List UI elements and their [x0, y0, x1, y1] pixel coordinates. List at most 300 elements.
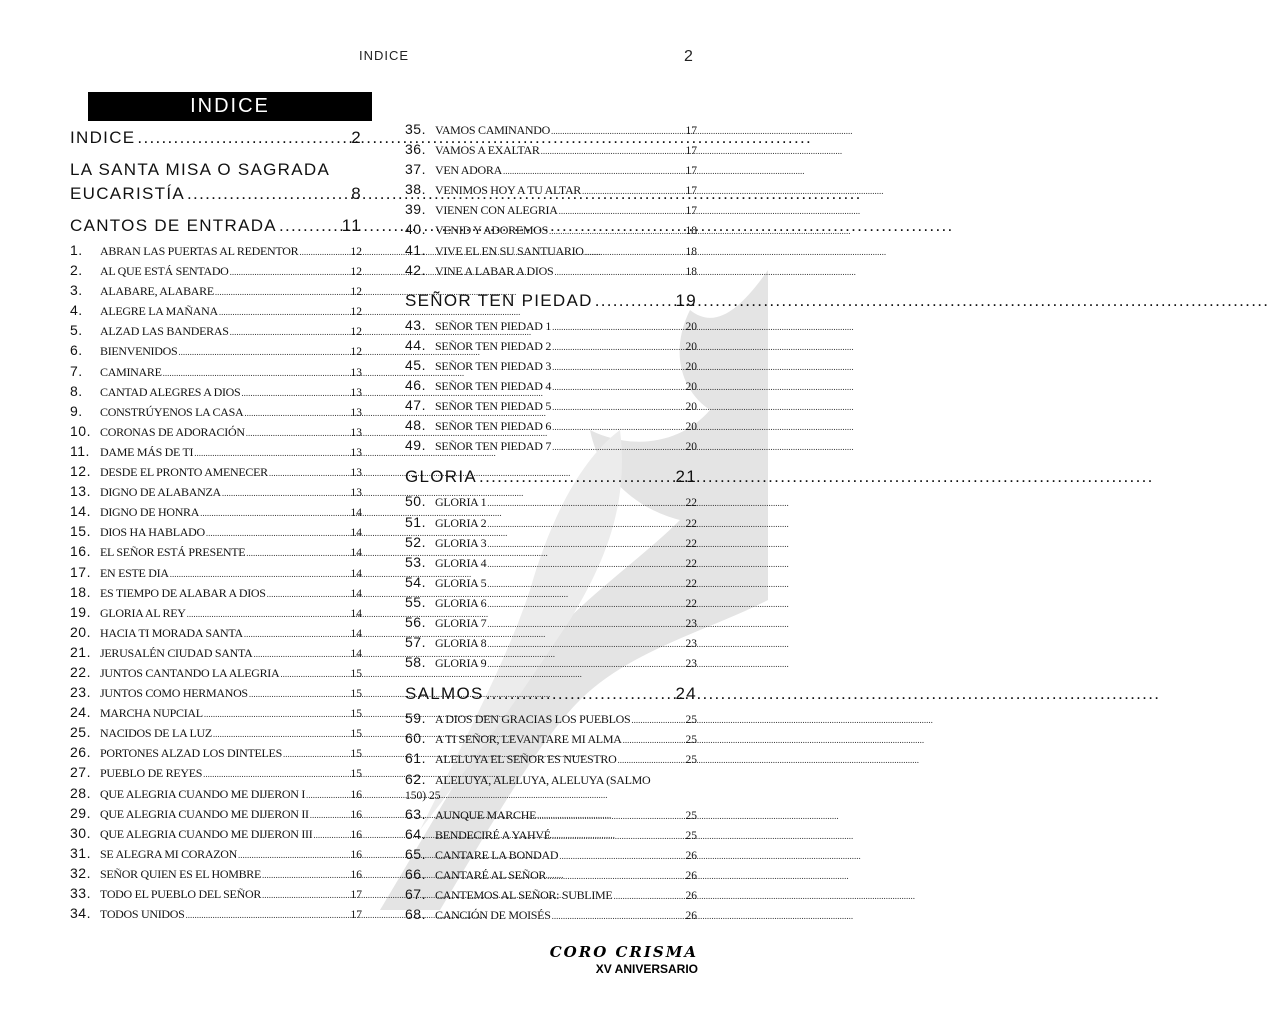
heading-label: SALMOS [405, 684, 484, 704]
entry-number: 4. [70, 302, 83, 319]
leader-dots [249, 689, 350, 699]
entry-page: 23 [685, 617, 697, 630]
entry-number: 55. [405, 593, 426, 610]
entry-page: 14 [350, 647, 362, 660]
entry-title: PORTONES ALZAD LOS DINTELES [100, 746, 282, 761]
entry-title: SEÑOR TEN PIEDAD 1 [435, 318, 552, 333]
leader-dots [313, 830, 349, 840]
entry-title: MARCHA NUPCIAL [100, 706, 203, 721]
toc-heading-indice[interactable] [70, 128, 362, 148]
entry-number: 57. [405, 634, 426, 651]
toc-entry[interactable] [70, 865, 362, 885]
entry-number: 9. [70, 402, 83, 419]
toc-entry[interactable] [405, 161, 697, 181]
leader-dots [306, 790, 349, 800]
entry-number: 1. [70, 242, 83, 258]
entry-number: 19. [70, 603, 91, 620]
coro-crisma-logo: CORO CRISMA [549, 943, 698, 961]
leader-dots [262, 870, 349, 880]
entry-title: VENID Y ADOREMOS [435, 223, 548, 238]
entry-page: 15 [350, 748, 362, 761]
toc-entry[interactable] [70, 403, 362, 423]
toc-entry[interactable] [405, 554, 697, 574]
entry-number: 12. [70, 463, 91, 480]
entry-title: GLORIA 2 [435, 515, 487, 530]
entry-page: 16 [350, 808, 362, 821]
toc-entry[interactable] [70, 564, 362, 584]
leader-dots [552, 422, 684, 432]
toc-entry[interactable] [405, 357, 697, 377]
entry-page: 17 [685, 125, 697, 137]
leader-dots [213, 729, 350, 739]
toc-entry[interactable] [405, 806, 697, 826]
entry-page: 16 [350, 828, 362, 841]
entry-number: 46. [405, 377, 426, 394]
leader-dots [269, 468, 350, 478]
entry-title: GLORIA 8 [435, 636, 487, 651]
entry-title: QUE ALEGRIA CUANDO ME DIJERON II [100, 806, 309, 821]
leader-dots [244, 629, 350, 639]
entry-number: 17. [70, 563, 91, 580]
entry-number: 32. [70, 864, 91, 881]
entry-page: 22 [685, 537, 697, 550]
entry-title: SEÑOR TEN PIEDAD 5 [435, 399, 552, 414]
toc-entry[interactable] [405, 771, 697, 804]
entry-number: 40. [405, 221, 426, 238]
leader-dots [537, 811, 684, 821]
entry-number: 23. [70, 684, 91, 701]
toc-entry[interactable] [70, 664, 362, 684]
toc-entry[interactable] [70, 885, 362, 905]
entry-title: VIVE EL EN SU SANTUARIO [435, 243, 584, 258]
toc-entry[interactable] [405, 121, 697, 141]
toc-entry[interactable] [70, 704, 362, 724]
heading-label: SEÑOR TEN PIEDAD [405, 290, 593, 310]
entry-page: 14 [350, 587, 362, 600]
entry-number: 63. [405, 805, 426, 822]
toc-entry[interactable] [70, 604, 362, 624]
toc-entry[interactable] [70, 684, 362, 704]
entry-page: 20 [685, 340, 697, 353]
entry-page: 13 [350, 446, 362, 459]
toc-entry[interactable] [70, 785, 362, 805]
toc-entry[interactable] [70, 282, 362, 302]
entry-page: 15 [350, 728, 362, 741]
toc-entry[interactable] [70, 363, 362, 383]
entry-number: 59. [405, 710, 426, 727]
toc-entry[interactable] [405, 437, 697, 457]
toc-entry[interactable] [70, 503, 362, 523]
leader-dots [559, 851, 684, 861]
entry-title: VAMOS A EXALTAR [435, 143, 540, 158]
entry-number: 15. [70, 523, 91, 540]
entry-page: 17 [350, 889, 362, 901]
entry-number: 35. [405, 121, 426, 137]
leader-dots [283, 749, 350, 759]
toc-entry[interactable] [405, 826, 697, 846]
entry-number: 48. [405, 417, 426, 434]
toc-heading-santa-misa[interactable] [70, 158, 362, 206]
toc-entry[interactable] [405, 337, 697, 357]
leader-dots [541, 146, 685, 156]
entry-number: 10. [70, 422, 91, 439]
leader-dots [552, 362, 684, 372]
entry-title: ES TIEMPO DE ALABAR A DIOS [100, 585, 266, 600]
heading-page: 8 [351, 184, 362, 203]
entry-page: 26 [685, 910, 697, 922]
toc-entry[interactable] [70, 825, 362, 845]
leader-dots [547, 871, 684, 881]
leader-dots [552, 831, 685, 841]
toc-entry[interactable] [405, 181, 697, 201]
entry-title: SEÑOR TEN PIEDAD 4 [435, 379, 552, 394]
leader-dots [206, 528, 350, 538]
entry-page: 12 [350, 266, 362, 279]
entry-title: DIGNO DE HONRA [100, 505, 200, 520]
entry-page: 23 [685, 658, 697, 671]
entry-number: 29. [70, 804, 91, 821]
entry-title: ALEGRE LA MAÑANA [100, 304, 218, 319]
entry-number: 25. [70, 724, 91, 741]
entry-title: AUNQUE MARCHE [435, 807, 537, 822]
toc-entry[interactable] [70, 423, 362, 443]
list-cantos-entrada-continued [405, 121, 697, 282]
entry-page: 13 [350, 366, 362, 379]
entry-title: NACIDOS DE LA LUZ [100, 726, 212, 741]
entry-page: 16 [350, 868, 362, 881]
leader-dots [246, 548, 349, 558]
entry-number: 39. [405, 201, 426, 218]
entry-title: DAME MÁS DE TI [100, 444, 194, 459]
entry-number: 22. [70, 663, 91, 680]
leader-dots [310, 810, 350, 820]
toc-entry[interactable] [405, 846, 697, 866]
leader-dots [551, 126, 685, 136]
list-salmos [405, 710, 697, 926]
toc-entry[interactable] [70, 443, 362, 463]
toc-entry[interactable] [405, 614, 697, 634]
anniversary-subtitle: XV ANIVERSARIO [595, 962, 698, 976]
toc-entry-line1 [405, 771, 697, 788]
leader-dots [479, 467, 673, 487]
entry-number: 58. [405, 654, 426, 671]
toc-entry[interactable] [70, 383, 362, 403]
entry-title: VEN ADORA [435, 163, 502, 178]
toc-entry[interactable] [70, 724, 362, 744]
entry-page: 14 [350, 627, 362, 640]
heading-label: GLORIA [405, 467, 478, 487]
entry-number: 24. [70, 704, 91, 721]
entry-page: 16 [350, 848, 362, 861]
entry-page: 17 [685, 205, 697, 218]
entry-title: GLORIA AL REY [100, 605, 186, 620]
leader-dots [549, 226, 685, 236]
leader-dots [253, 649, 349, 659]
entry-number: 16. [70, 543, 91, 560]
entry-title: CANCIÓN DE MOISÉS [435, 908, 551, 922]
leader-dots [238, 850, 349, 860]
entry-title: EN ESTE DIA [100, 565, 169, 580]
toc-entry[interactable] [405, 886, 697, 906]
toc-entry[interactable] [405, 634, 697, 654]
leader-dots [487, 579, 684, 589]
heading-page: 21 [675, 467, 697, 487]
entry-page: 18 [685, 265, 697, 278]
leader-dots [186, 910, 350, 920]
leader-dots [487, 498, 684, 508]
entry-title: ALABARE, ALABARE [100, 284, 214, 299]
entry-page: 12 [350, 346, 362, 359]
entry-page: 18 [685, 225, 697, 238]
entry-page: 23 [685, 638, 697, 651]
entry-title: VINE A LABAR A DIOS [435, 263, 554, 278]
leader-dots [170, 569, 350, 579]
leader-dots [487, 659, 684, 669]
toc-entry[interactable] [70, 523, 362, 543]
entry-number: 42. [405, 261, 426, 278]
entry-number: 53. [405, 553, 426, 570]
list-gloria [405, 493, 697, 674]
heading-label-line2: EUCARISTÍA [70, 184, 186, 203]
entry-number: 34. [70, 905, 91, 922]
right-column [405, 121, 697, 926]
leader-dots [280, 669, 349, 679]
toc-entry[interactable] [405, 262, 697, 282]
entry-number: 5. [70, 322, 83, 339]
leader-dots [200, 508, 349, 518]
toc-entry[interactable] [405, 141, 697, 161]
entry-page: 22 [685, 557, 697, 570]
entry-title: QUE ALEGRIA CUANDO ME DIJERON III [100, 826, 313, 841]
entry-number: 21. [70, 643, 91, 660]
toc-entry[interactable] [70, 764, 362, 784]
entry-title: GLORIA 3 [435, 535, 487, 550]
toc-heading-cantos-entrada[interactable] [70, 216, 362, 236]
entry-number: 38. [405, 181, 426, 198]
leader-dots [279, 216, 340, 236]
toc-entry[interactable] [405, 906, 697, 926]
entry-number: 45. [405, 356, 426, 373]
toc-entry[interactable] [70, 584, 362, 604]
heading-label: INDICE [70, 128, 136, 147]
entry-page: 15 [350, 768, 362, 781]
toc-entry[interactable] [405, 730, 697, 750]
entry-title: VAMOS CAMINANDO [435, 123, 550, 137]
entry-page: 22 [685, 577, 697, 590]
toc-entry[interactable] [70, 463, 362, 483]
leader-dots [194, 448, 349, 458]
entry-page: 13 [350, 406, 362, 419]
running-header-title: INDICE [358, 48, 410, 63]
index-title-bar: INDICE [88, 92, 372, 121]
leader-dots [487, 519, 684, 529]
entry-title: JUNTOS CANTANDO LA ALEGRIA [100, 665, 280, 680]
entry-title: ALELUYA EL SEÑOR ES NUESTRO [435, 752, 617, 767]
heading-page: 19 [675, 290, 697, 310]
entry-title: BIENVENIDOS [100, 344, 178, 359]
entry-title: SEÑOR TEN PIEDAD 2 [435, 338, 552, 353]
toc-entry[interactable] [405, 866, 697, 886]
entry-page: 26 [685, 869, 697, 882]
entry-page: 17 [685, 165, 697, 178]
leader-dots [595, 291, 674, 311]
entry-page: 20 [685, 401, 697, 414]
entry-title: AL QUE ESTÁ SENTADO [100, 264, 229, 279]
toc-entry[interactable] [405, 514, 697, 534]
entry-title: SEÑOR QUIEN ES EL HOMBRE [100, 866, 262, 881]
toc-entry[interactable] [405, 417, 697, 437]
leader-dots [487, 539, 684, 549]
toc-entry[interactable] [405, 750, 697, 770]
toc-heading-senor-ten-piedad[interactable] [405, 291, 697, 311]
entry-number: 8. [70, 382, 83, 399]
toc-entry[interactable] [405, 654, 697, 674]
entry-page: 13 [350, 467, 362, 480]
entry-number: 56. [405, 613, 426, 630]
toc-entry[interactable] [70, 845, 362, 865]
entry-number: 65. [405, 845, 426, 862]
toc-entry[interactable] [405, 594, 697, 614]
entry-page: 20 [685, 421, 697, 434]
entry-number: 49. [405, 437, 426, 454]
toc-entry[interactable] [405, 534, 697, 554]
entry-page: 25 [685, 829, 697, 842]
entry-number: 27. [70, 764, 91, 781]
leader-dots [222, 488, 350, 498]
toc-entry[interactable] [405, 242, 697, 262]
leader-dots [617, 755, 684, 765]
toc-entry[interactable] [70, 543, 362, 563]
entry-number: 60. [405, 730, 426, 747]
leader-dots [230, 327, 350, 337]
entry-page: 26 [685, 889, 697, 902]
entry-title: DIGNO DE ALABANZA [100, 485, 221, 500]
entry-number: 13. [70, 483, 91, 500]
entry-title: DIOS HA HABLADO [100, 525, 205, 540]
entry-number: 33. [70, 885, 91, 901]
toc-heading-salmos[interactable] [405, 684, 697, 704]
leader-dots [552, 402, 684, 412]
toc-entry[interactable] [70, 644, 362, 664]
entry-page: 17 [685, 185, 697, 198]
leader-dots [552, 382, 684, 392]
leader-dots [631, 715, 684, 725]
toc-entry[interactable] [70, 322, 362, 342]
toc-entry[interactable] [70, 483, 362, 503]
toc-entry-line2 [405, 788, 697, 804]
entry-page: 20 [685, 320, 697, 333]
entry-page: 20 [685, 381, 697, 394]
entry-page: 20 [685, 360, 697, 373]
toc-entry[interactable] [70, 242, 362, 262]
entry-page: 16 [350, 788, 362, 801]
leader-dots [582, 186, 684, 196]
entry-title: SEÑOR TEN PIEDAD 3 [435, 358, 552, 373]
entry-page: 26 [685, 849, 697, 862]
toc-entry[interactable] [70, 624, 362, 644]
entry-title: HACIA TI MORADA SANTA [100, 625, 243, 640]
entry-title: A DIOS DEN GRACIAS LOS PUEBLOS [435, 712, 631, 727]
entry-title: QUE ALEGRIA CUANDO ME DIJERON I [100, 786, 306, 801]
leader-dots [552, 442, 684, 452]
entry-page: 25 [685, 754, 697, 767]
entry-title: GLORIA 1 [435, 495, 487, 510]
entry-page: 20 [685, 441, 697, 454]
leader-dots [246, 428, 350, 438]
heading-label: CANTOS DE ENTRADA [70, 216, 277, 235]
toc-entry[interactable] [70, 262, 362, 282]
heading-label-line1: LA SANTA MISA O SAGRADA [70, 160, 331, 179]
leader-dots [487, 639, 684, 649]
entry-number: 62. [405, 770, 426, 787]
entry-page: 14 [350, 607, 362, 620]
entry-number: 68. [405, 906, 426, 922]
entry-title: SEÑOR TEN PIEDAD 7 [435, 439, 552, 454]
toc-entry[interactable] [405, 317, 697, 337]
left-column [70, 122, 362, 925]
entry-number: 6. [70, 342, 83, 359]
entry-number: 43. [405, 316, 426, 333]
entry-title: JERUSALÉN CIUDAD SANTA [100, 645, 253, 660]
entry-title: GLORIA 5 [435, 575, 487, 590]
entry-page: 14 [350, 547, 362, 560]
toc-entry[interactable] [405, 710, 697, 730]
toc-entry[interactable] [70, 744, 362, 764]
leader-dots [559, 206, 685, 216]
entry-title-cont: 150) [405, 789, 427, 802]
leader-dots [262, 890, 349, 900]
toc-entry[interactable] [405, 397, 697, 417]
entry-title: SE ALEGRA MI CORAZON [100, 846, 238, 861]
list-senor-ten-piedad [405, 317, 697, 458]
entry-page: 14 [350, 567, 362, 580]
heading-page: 24 [675, 684, 697, 704]
heading-line2 [70, 182, 362, 206]
toc-entry[interactable] [405, 493, 697, 513]
leader-dots [486, 684, 674, 704]
toc-entry[interactable] [405, 201, 697, 221]
entry-page: 12 [350, 306, 362, 319]
entry-title: ALZAD LAS BANDERAS [100, 324, 229, 339]
entry-page: 12 [350, 326, 362, 339]
toc-entry[interactable] [70, 342, 362, 362]
toc-entry[interactable] [405, 221, 697, 241]
entry-number: 2. [70, 262, 83, 279]
toc-entry[interactable] [405, 574, 697, 594]
entry-page: 14 [350, 507, 362, 520]
leader-dots [203, 769, 349, 779]
entry-page: 25 [685, 734, 697, 747]
entry-page: 25 [685, 714, 697, 727]
leader-dots [178, 347, 349, 357]
entry-title: A TI SEÑOR, LEVANTARE MI ALMA [435, 732, 622, 747]
entry-number: 30. [70, 824, 91, 841]
entry-title: TODO EL PUEBLO DEL SEÑOR [100, 887, 262, 901]
toc-entry[interactable] [405, 377, 697, 397]
entry-page: 12 [350, 286, 362, 299]
entry-page: 25 [685, 809, 697, 822]
leader-dots [585, 247, 685, 257]
entry-title: CANTARE LA BONDAD [435, 847, 559, 862]
toc-entry[interactable] [70, 905, 362, 925]
leader-dots [552, 322, 684, 332]
list-cantos-entrada [70, 242, 362, 925]
toc-heading-gloria[interactable] [405, 467, 697, 487]
entry-number: 50. [405, 493, 426, 510]
toc-entry[interactable] [70, 302, 362, 322]
toc-entry[interactable] [70, 805, 362, 825]
entry-page: 17 [685, 145, 697, 158]
